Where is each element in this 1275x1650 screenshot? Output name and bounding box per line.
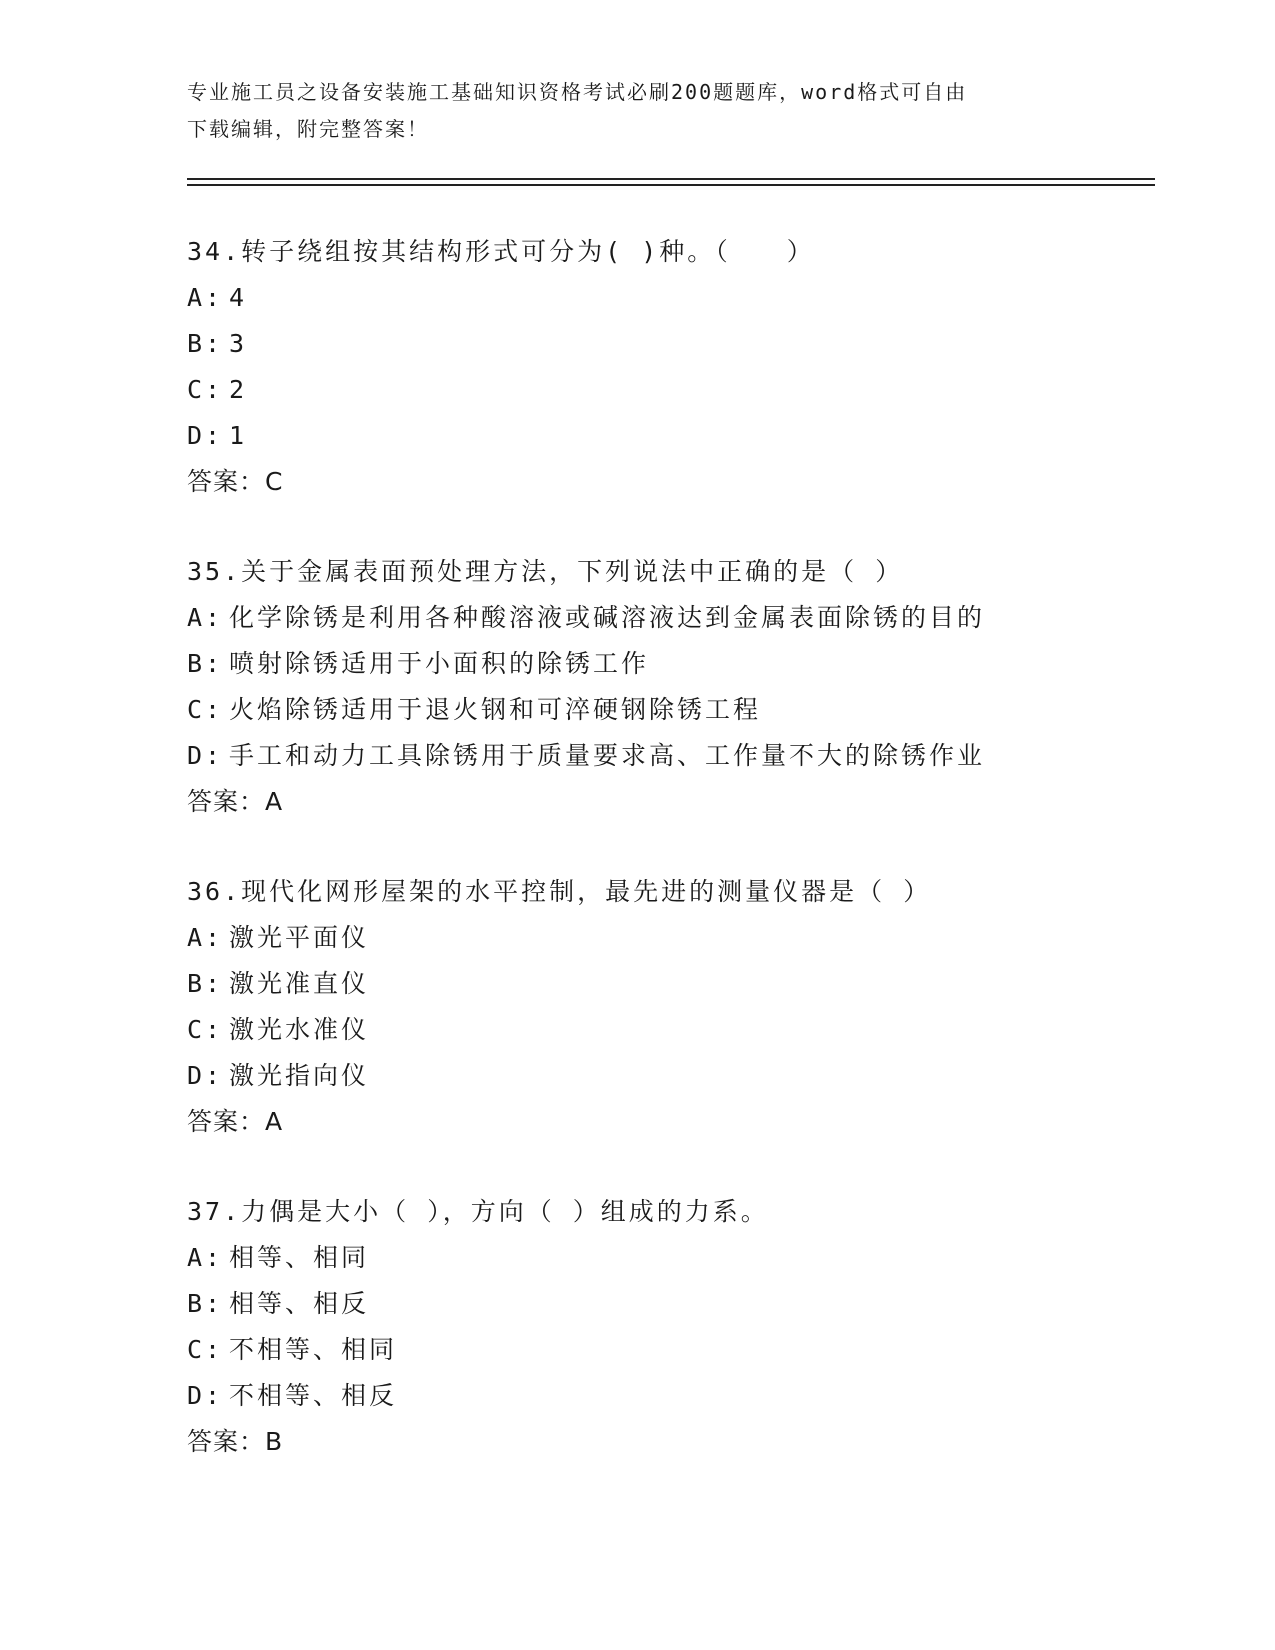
option-key: B:: [187, 969, 224, 998]
option-key: D:: [187, 421, 224, 450]
option-text: 手工和动力工具除锈用于质量要求高、工作量不大的除锈作业: [229, 741, 986, 770]
option-text: 相等、相同: [229, 1243, 370, 1272]
question-title: 36.现代化网形屋架的水平控制，最先进的测量仪器是（ ）: [187, 877, 932, 906]
option-key: D:: [187, 1381, 224, 1410]
option-d: [187, 733, 1137, 779]
option-text: 1: [229, 421, 248, 450]
question-35: [187, 549, 1137, 825]
option-key: D:: [187, 741, 224, 770]
option-key: A:: [187, 603, 224, 632]
option-c: [187, 367, 1137, 413]
option-key: A:: [187, 923, 224, 952]
option-text: 相等、相反: [229, 1289, 370, 1318]
option-text: 激光水准仪: [229, 1015, 370, 1044]
option-text: 火焰除锈适用于退火钢和可淬硬钢除锈工程: [229, 695, 762, 724]
option-b: [187, 1281, 1137, 1327]
option-a: [187, 275, 1137, 321]
option-text: 2: [229, 375, 248, 404]
option-b: [187, 641, 1137, 687]
question-title: 34.转子绕组按其结构形式可分为( )种。（ ）: [187, 237, 815, 266]
option-text: 激光准直仪: [229, 969, 370, 998]
answer-text: 答案：A: [187, 1107, 284, 1136]
option-d: [187, 1373, 1137, 1419]
option-text: 激光平面仪: [229, 923, 370, 952]
option-text: 化学除锈是利用各种酸溶液或碱溶液达到金属表面除锈的目的: [229, 603, 986, 632]
option-key: A:: [187, 1243, 224, 1272]
document-header: [187, 74, 1087, 148]
option-text: 3: [229, 329, 248, 358]
option-c: [187, 1007, 1137, 1053]
option-key: C:: [187, 375, 224, 404]
option-text: 4: [229, 283, 248, 312]
question-36: [187, 869, 1137, 1145]
option-b: [187, 321, 1137, 367]
option-d: [187, 1053, 1137, 1099]
option-key: B:: [187, 649, 224, 678]
option-a: [187, 915, 1137, 961]
option-b: [187, 961, 1137, 1007]
option-a: [187, 1235, 1137, 1281]
option-d: [187, 413, 1137, 459]
header-divider-bottom: [187, 184, 1155, 186]
option-key: B:: [187, 1289, 224, 1318]
header-divider-top: [187, 178, 1155, 180]
option-key: D:: [187, 1061, 224, 1090]
option-text: 激光指向仪: [229, 1061, 370, 1090]
option-key: C:: [187, 1335, 224, 1364]
answer-text: 答案：A: [187, 787, 284, 816]
question-37: [187, 1189, 1137, 1465]
option-key: C:: [187, 695, 224, 724]
header-line-1: 专业施工员之设备安装施工基础知识资格考试必刷200题题库，word格式可自由: [187, 80, 968, 104]
answer-text: 答案：C: [187, 467, 284, 496]
header-line-2: 下载编辑，附完整答案！: [187, 117, 429, 141]
option-text: 喷射除锈适用于小面积的除锈工作: [229, 649, 650, 678]
option-key: B:: [187, 329, 224, 358]
option-a: [187, 595, 1137, 641]
question-title: 35.关于金属表面预处理方法，下列说法中正确的是（ ）: [187, 557, 904, 586]
answer-text: 答案：B: [187, 1427, 284, 1456]
option-key: A:: [187, 283, 224, 312]
option-text: 不相等、相同: [229, 1335, 398, 1364]
option-key: C:: [187, 1015, 224, 1044]
option-text: 不相等、相反: [229, 1381, 398, 1410]
question-title: 37.力偶是大小（ ），方向（ ）组成的力系。: [187, 1197, 769, 1226]
question-34: [187, 229, 1137, 505]
option-c: [187, 1327, 1137, 1373]
option-c: [187, 687, 1137, 733]
